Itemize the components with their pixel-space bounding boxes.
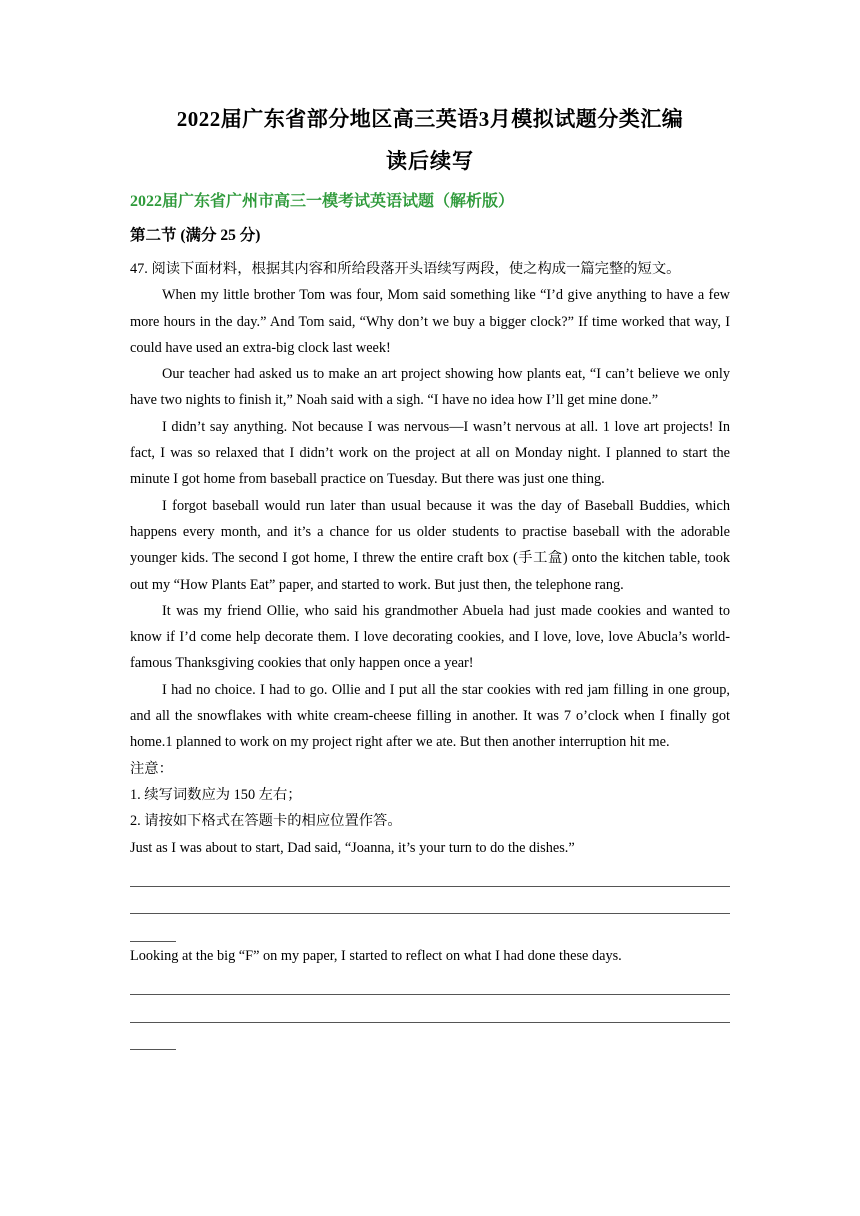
answer-line-short xyxy=(130,915,176,941)
answer-line xyxy=(130,888,730,914)
answer-line xyxy=(130,969,730,995)
continuation-prompt-1: Just as I was about to start, Dad said, “Joanna, it’s your turn to do the dishes.” xyxy=(130,839,575,856)
story-paragraph: Our teacher had asked us to make an art project showing how plants eat, “I can’t believe we only have two nights to finish it,” Noah said with a sigh. “I have no idea how I’ll get mine done.” xyxy=(130,366,730,409)
notes-label: 注意： xyxy=(130,760,173,777)
answer-line xyxy=(130,861,730,887)
story-paragraph: It was my friend Ollie, who said his grandmother Abuela had just made cookies and wanted to know if I’d come help decorate them. I love decorating cookies, and I love, love, love Abucla’s world-famous Thanksgiving cookies that only happen once a year! xyxy=(130,602,730,672)
source-heading: 2022届广东省广州市高三一模考试英语试题（解析版） xyxy=(130,193,515,210)
answer-line xyxy=(130,996,730,1022)
story-paragraph: I forgot baseball would run later than usual because it was the day of Baseball Buddies, which happens every month, and it’s a chance for us older students to practise baseball with the adorable younger kids. The second I got home, I threw the entire craft box (手工盒) onto the kitchen table, took out my “How Plants Eat” paper, and started to work. But just then, the telephone rang. xyxy=(130,497,730,593)
answer-line-short xyxy=(130,1024,176,1050)
continuation-prompt-2: Looking at the big “F” on my paper, I started to reflect on what I had done these days. xyxy=(130,947,622,964)
story-paragraph: I had no choice. I had to go. Ollie and I put all the star cookies with red jam filling in one group, and all the snowflakes with white cream-cheese filling in another. It was 7 o’clock when I finally got home.1 planned to work on my project right after we ate. But then another interruption hit me. xyxy=(130,681,730,751)
note-item: 1. 续写词数应为 150 左右； xyxy=(130,786,302,803)
story-paragraph: I didn’t say anything. Not because I was nervous—I wasn’t nervous at all. 1 love art projects! In fact, I was so relaxed that I didn’t work on the project at all on Monday night. I planned to start the minute I got home from baseball practice on Tuesday. But there was just one thing. xyxy=(130,418,730,488)
section-heading: 第二节 (满分 25 分) xyxy=(130,227,261,244)
document-subtitle: 读后续写 xyxy=(386,149,474,173)
question-intro: 47. 阅读下面材料，根据其内容和所给段落开头语续写两段，使之构成一篇完整的短文。 xyxy=(130,261,681,277)
document-title: 2022届广东省部分地区高三英语3月模拟试题分类汇编 xyxy=(176,107,684,131)
note-item: 2. 请按如下格式在答题卡的相应位置作答。 xyxy=(130,813,402,830)
question-body xyxy=(130,256,730,1051)
story-paragraph: When my little brother Tom was four, Mom said something like “I’d give anything to have a few more hours in the day.” And Tom said, “Why don’t we buy a bigger clock?” If time worked that way, I could have used an extra-big clock last week! xyxy=(130,287,730,356)
